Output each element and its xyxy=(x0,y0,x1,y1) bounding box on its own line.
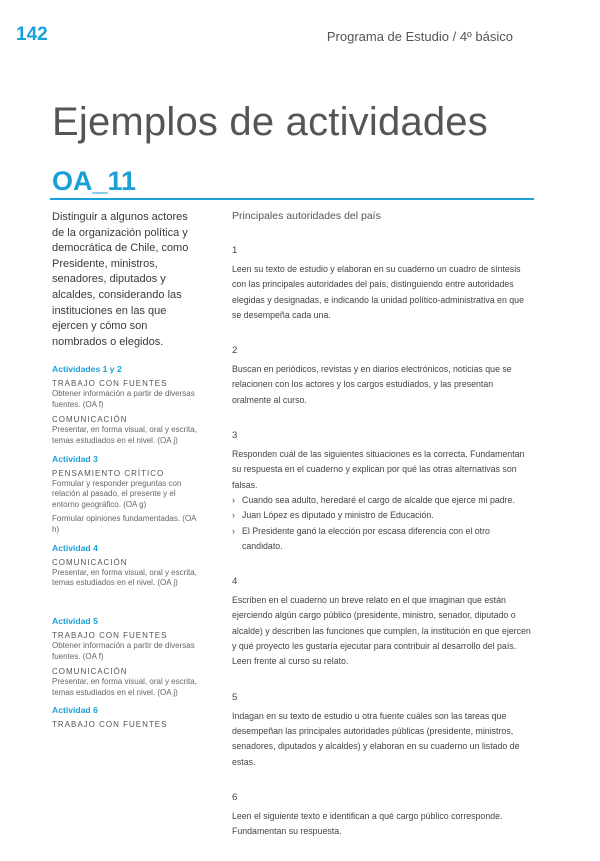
skill-name: TRABAJO CON FUENTES xyxy=(52,720,168,730)
skill-description: Presentar, en forma visual, oral y escrita, temas estudiados en el nivel. (OA j) xyxy=(52,567,197,588)
activity xyxy=(232,792,532,840)
skill-entry xyxy=(52,557,202,590)
skill-description: Presentar, en forma visual, oral y escrita, temas estudiados en el nivel. (OA j) xyxy=(52,424,197,445)
learning-objective: Distinguir a algunos actores de la organización política y democrática de Chile, como Presidente, ministros, senadores, diputados y alcaldes, considerando las instituciones en las que ejercen y cómo son nombrados o elegidos. xyxy=(52,211,189,348)
activity xyxy=(232,245,532,323)
activity-number: 6 xyxy=(232,791,238,803)
skill-name: COMUNICACIÓN xyxy=(52,557,128,567)
skill-name: TRABAJO CON FUENTES xyxy=(52,379,168,389)
skill-entry xyxy=(52,630,202,663)
activity-number: 1 xyxy=(232,245,238,256)
activity-label: Actividades 1 y 2 xyxy=(52,364,122,375)
skill-entry xyxy=(52,414,202,447)
activity xyxy=(232,576,532,669)
skill-description: Formular y responder preguntas con relación al pasado, el presente y el entorno geográfico. (OA g) xyxy=(52,478,182,510)
activity xyxy=(232,430,532,554)
list-item-text: El Presidente ganó la elección por escasa diferencia con el otro candidato. xyxy=(242,525,490,551)
activity-text: Escriben en el cuaderno un breve relato en el que imaginan que están ejerciendo algún cargo público (presidente, ministro, senador, diputado o alcalde) y describen las funciones que cumplen, la institución en que ejercen y qué proyecto les gustaría ejecutar para contribuir al desarrollo del país. Leen frente al curso su relato. xyxy=(232,595,531,667)
skill-name: PENSAMIENTO CRÍTICO xyxy=(52,468,165,478)
chevron-right-icon: › xyxy=(232,525,235,536)
activity-number: 2 xyxy=(232,345,238,357)
activity-label: Actividad 5 xyxy=(52,616,98,627)
chevron-right-icon: › xyxy=(232,494,235,505)
list-item xyxy=(232,508,532,523)
activity-label: Actividad 4 xyxy=(52,542,98,553)
list-item xyxy=(232,524,532,555)
running-head: Programa de Estudio / 4º básico xyxy=(326,29,513,44)
activity-text: Buscan en periódicos, revistas y en diarios electrónicos, noticias que se relacionen con los actores y los cargos estudiados, y las presentan oralmente al curso. xyxy=(232,364,512,405)
sidebar-activity-block xyxy=(52,615,202,698)
sidebar-activity-block xyxy=(52,704,202,730)
divider-rule xyxy=(50,198,534,200)
activity-number: 4 xyxy=(232,576,238,588)
skill-name: TRABAJO CON FUENTES xyxy=(52,631,168,641)
page-title: Ejemplos de actividades xyxy=(52,100,488,144)
skill-entry xyxy=(52,378,202,411)
activity-text: Indagan en su texto de estudio u otra fuente cuáles son las tareas que desempeñan las principales autoridades públicas (presidente, ministros, senadores, diputados y alcaldes) y elaboran en su cuaderno un listado de estas. xyxy=(232,710,520,767)
skill-description: Obtener información a partir de diversas fuentes. (OA f) xyxy=(52,389,195,410)
skill-entry xyxy=(52,468,202,511)
activities-column xyxy=(232,210,532,861)
skill-description: Formular opiniones fundamentadas. (OA h) xyxy=(52,513,197,534)
skill-entry xyxy=(52,514,202,536)
activity xyxy=(232,345,532,408)
section-heading: Principales autoridades del país xyxy=(232,210,381,222)
list-item-text: Juan López es diputado y ministro de Educación. xyxy=(242,510,434,521)
sidebar-activity-block xyxy=(52,453,202,536)
page-number: 142 xyxy=(16,24,48,45)
activity-number: 3 xyxy=(232,430,238,442)
activity-text: Responden cuál de las siguientes situaciones es la correcta. Fundamentan su respuesta en el cuaderno y explican por qué las otras alternativas son falsas. xyxy=(232,449,525,490)
activity xyxy=(232,692,532,770)
skill-name: COMUNICACIÓN xyxy=(52,666,128,676)
skill-name: COMUNICACIÓN xyxy=(52,414,128,424)
chevron-right-icon: › xyxy=(232,510,235,521)
sidebar-activity-block xyxy=(52,542,202,590)
skill-entry xyxy=(52,719,202,730)
skill-entry xyxy=(52,666,202,699)
skill-description: Obtener información a partir de diversas fuentes. (OA f) xyxy=(52,641,195,661)
activity-label: Actividad 6 xyxy=(52,705,98,716)
activity-number: 5 xyxy=(232,691,238,703)
oa-code: OA_11 xyxy=(52,166,137,196)
activity-text: Leen su texto de estudio y elaboran en su cuaderno un cuadro de síntesis con las principales autoridades del país, distinguiendo entre autoridades elegidas y designadas, e indicando la unidad político-administrativa en que se desempeña cada una. xyxy=(232,264,524,320)
activity-text: Leen el siguiente texto e identifican a qué cargo público corresponde. Fundamentan su respuesta. xyxy=(232,810,503,837)
sidebar xyxy=(52,210,202,736)
list-item xyxy=(232,493,532,508)
sidebar-activity-block xyxy=(52,363,202,446)
statement-list xyxy=(232,493,532,554)
activity-label: Actividad 3 xyxy=(52,453,98,464)
list-item-text: Cuando sea adulto, heredaré el cargo de alcalde que ejerce mi padre. xyxy=(242,494,515,505)
skill-description: Presentar, en forma visual, oral y escrita, temas estudiados en el nivel. (OA j) xyxy=(52,676,197,697)
